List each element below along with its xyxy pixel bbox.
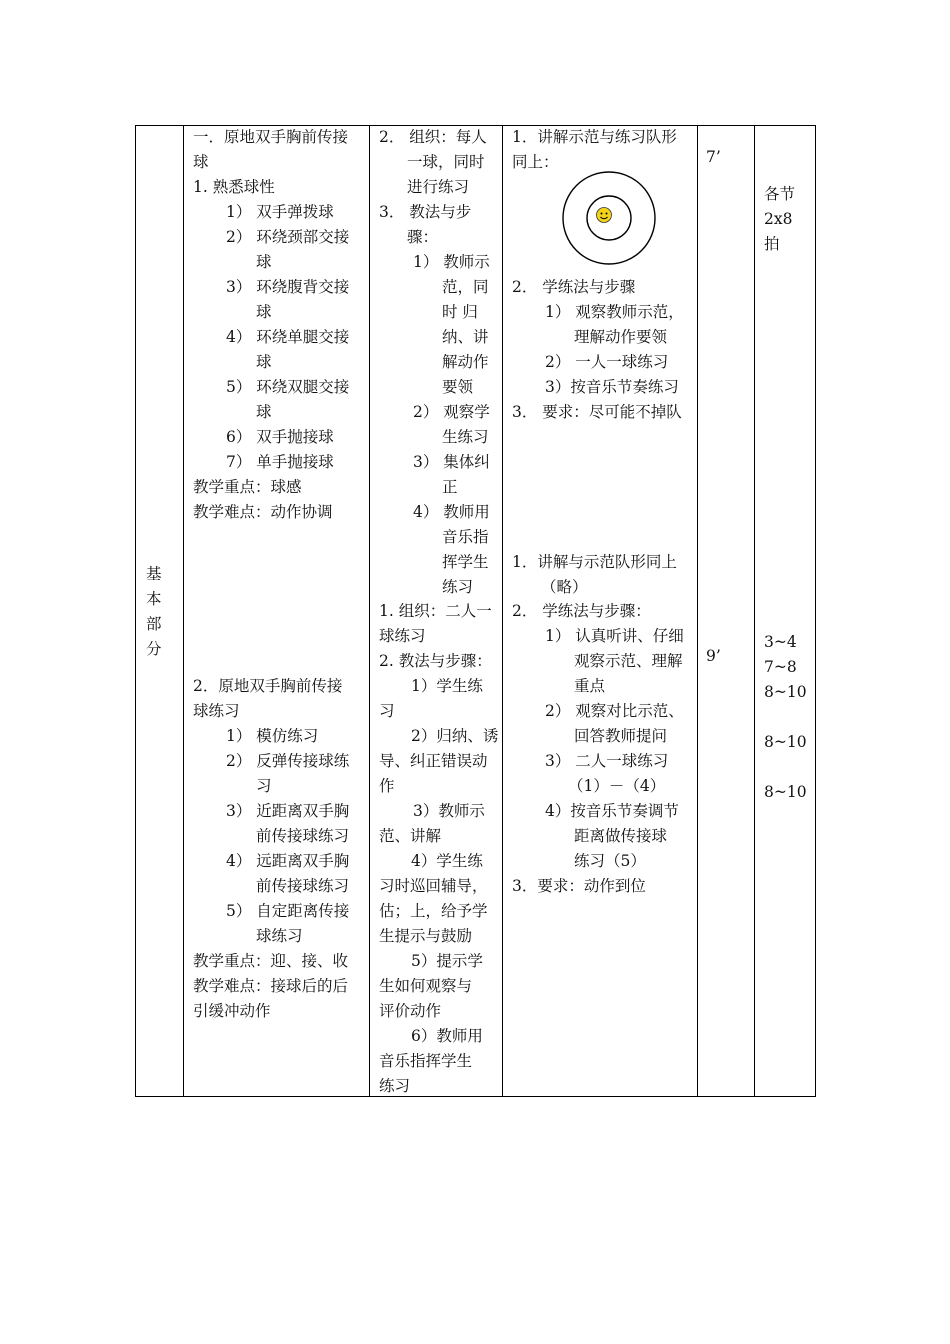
text-line: 纳、讲	[442, 328, 489, 346]
text-line: 2．原地双手胸前传接	[193, 677, 343, 695]
text-line: 估；上，给予学	[379, 902, 488, 920]
time-value: 9’	[706, 647, 721, 665]
text-line: 5） 自定距离传接	[226, 902, 350, 920]
text-line: 2） 观察学	[413, 403, 490, 421]
text-line: 1．讲解示范与练习队形	[512, 128, 677, 146]
text-line: 习	[379, 702, 395, 720]
text-line: 前传接球练习	[256, 827, 350, 845]
time-value: 7’	[706, 148, 721, 166]
text-line: 4） 教师用	[413, 503, 490, 521]
text-line: 2． 学练法与步骤：	[512, 602, 651, 620]
text-line: 球	[193, 153, 209, 171]
text-line: 2） 观察对比示范、	[545, 702, 684, 720]
text-line: 球	[256, 303, 272, 321]
text-line: 习时巡回辅导，	[379, 877, 488, 895]
col-time	[698, 125, 755, 1097]
load-value: 8~10	[764, 683, 807, 701]
text-line: 3） 环绕腹背交接	[226, 278, 350, 296]
load-value: 8~10	[764, 733, 807, 751]
text-line: 进行练习	[407, 178, 470, 196]
text-line: 3） 集体纠	[413, 453, 490, 471]
text-line: 3． 教法与步	[379, 203, 472, 221]
text-line: 球练习	[256, 927, 303, 945]
text-line: 教学重点：球感	[193, 478, 302, 496]
text-line: 2） 一人一球练习	[545, 353, 669, 371]
text-line: 7） 单手抛接球	[226, 453, 334, 471]
text-line: 范，同	[442, 278, 489, 296]
text-line: 音乐指	[442, 528, 489, 546]
text-line: 1） 观察教师示范，	[545, 303, 684, 321]
text-line: 同上：	[512, 153, 559, 171]
load-value: 7~8	[764, 658, 797, 676]
smiley-icon	[597, 208, 612, 223]
text-line: 时 归	[442, 303, 478, 321]
text-line: 1） 双手弹拨球	[226, 203, 334, 221]
load-value: 拍	[764, 235, 780, 253]
text-line: 6）教师用	[411, 1027, 483, 1045]
text-line: 球练习	[193, 702, 240, 720]
text-line: 2． 组织：每人	[379, 128, 487, 146]
text-line: 练习	[442, 578, 474, 596]
text-line: 教学难点：接球后的后	[193, 977, 349, 995]
text-line: 4） 远距离双手胸	[226, 852, 350, 870]
text-line: 2） 环绕颈部交接	[226, 228, 350, 246]
text-line: 3．要求：动作到位	[512, 877, 646, 895]
text-line: 2． 学练法与步骤	[512, 278, 636, 296]
text-line: 挥学生	[442, 553, 489, 571]
text-line: 5）提示学	[411, 952, 483, 970]
text-line: 2） 反弹传接球练	[226, 752, 350, 770]
text-line: 距离做传接球	[574, 827, 668, 845]
text-line: 教学重点：迎、接、收	[193, 952, 349, 970]
text-line: 球练习	[379, 627, 426, 645]
text-line: 3． 要求：尽可能不掉队	[512, 403, 682, 421]
text-line: 3）按音乐节奏练习	[545, 378, 679, 396]
formation-diagram	[561, 170, 657, 266]
text-line: 2. 教法与步骤：	[379, 652, 492, 670]
text-line: 正	[442, 478, 458, 496]
text-line: 理解动作要领	[574, 328, 668, 346]
load-value: 各节	[764, 185, 796, 203]
text-line: 练习（5）	[574, 852, 646, 870]
text-line: 1）学生练	[411, 677, 483, 695]
text-line: 习	[256, 777, 272, 795]
text-line: 5） 环绕双腿交接	[226, 378, 350, 396]
text-line: 2）归纳、诱	[411, 727, 499, 745]
text-line: 生如何观察与	[379, 977, 473, 995]
text-line: 教学难点：动作协调	[193, 503, 333, 521]
text-line: 1） 教师示	[413, 253, 490, 271]
text-line: 球	[256, 253, 272, 271]
text-line: （略）	[541, 578, 588, 596]
text-line: 3） 近距离双手胸	[226, 802, 350, 820]
text-line: 1．讲解与示范队形同上	[512, 553, 677, 571]
load-value: 3~4	[764, 633, 797, 651]
text-line: 6） 双手抛接球	[226, 428, 334, 446]
text-line: 作	[379, 777, 395, 795]
text-line: 要领	[442, 378, 474, 396]
text-line: 生提示与鼓励	[379, 927, 473, 945]
text-line: 1） 模仿练习	[226, 727, 319, 745]
text-line: 观察示范、理解	[574, 652, 683, 670]
text-line: 解动作	[442, 353, 489, 371]
load-value: 2x8	[764, 210, 793, 228]
text-line: 引缓冲动作	[193, 1002, 271, 1020]
text-line: 前传接球练习	[256, 877, 350, 895]
text-line: 生练习	[442, 428, 489, 446]
text-line: 音乐指挥学生	[379, 1052, 473, 1070]
text-line: 球	[256, 353, 272, 371]
text-line: 重点	[574, 677, 606, 695]
section-label: 基 本 部 分	[146, 565, 162, 658]
text-line: 评价动作	[379, 1002, 442, 1020]
text-line: 3）教师示	[413, 802, 485, 820]
text-line: 骤：	[407, 228, 439, 246]
text-line: 4）学生练	[411, 852, 483, 870]
text-line: 范、讲解	[379, 827, 442, 845]
text-line: 球	[256, 403, 272, 421]
text-line: 回答教师提问	[574, 727, 668, 745]
text-line: 一球，同时	[407, 153, 485, 171]
load-value: 8~10	[764, 783, 807, 801]
text-line: 4）按音乐节奏调节	[545, 802, 679, 820]
text-line: 3） 二人一球练习	[545, 752, 669, 770]
text-line: 4） 环绕单腿交接	[226, 328, 350, 346]
text-line: 1） 认真听讲、仔细	[545, 627, 684, 645]
text-line: 导、纠正错误动	[379, 752, 488, 770]
text-line: 练习	[379, 1077, 411, 1095]
text-line: 1. 组织：二人一	[379, 602, 492, 620]
text-line: （1）－（4）	[568, 777, 666, 795]
text-line: 一．原地双手胸前传接	[193, 128, 349, 146]
text-line: 1. 熟悉球性	[193, 178, 275, 196]
